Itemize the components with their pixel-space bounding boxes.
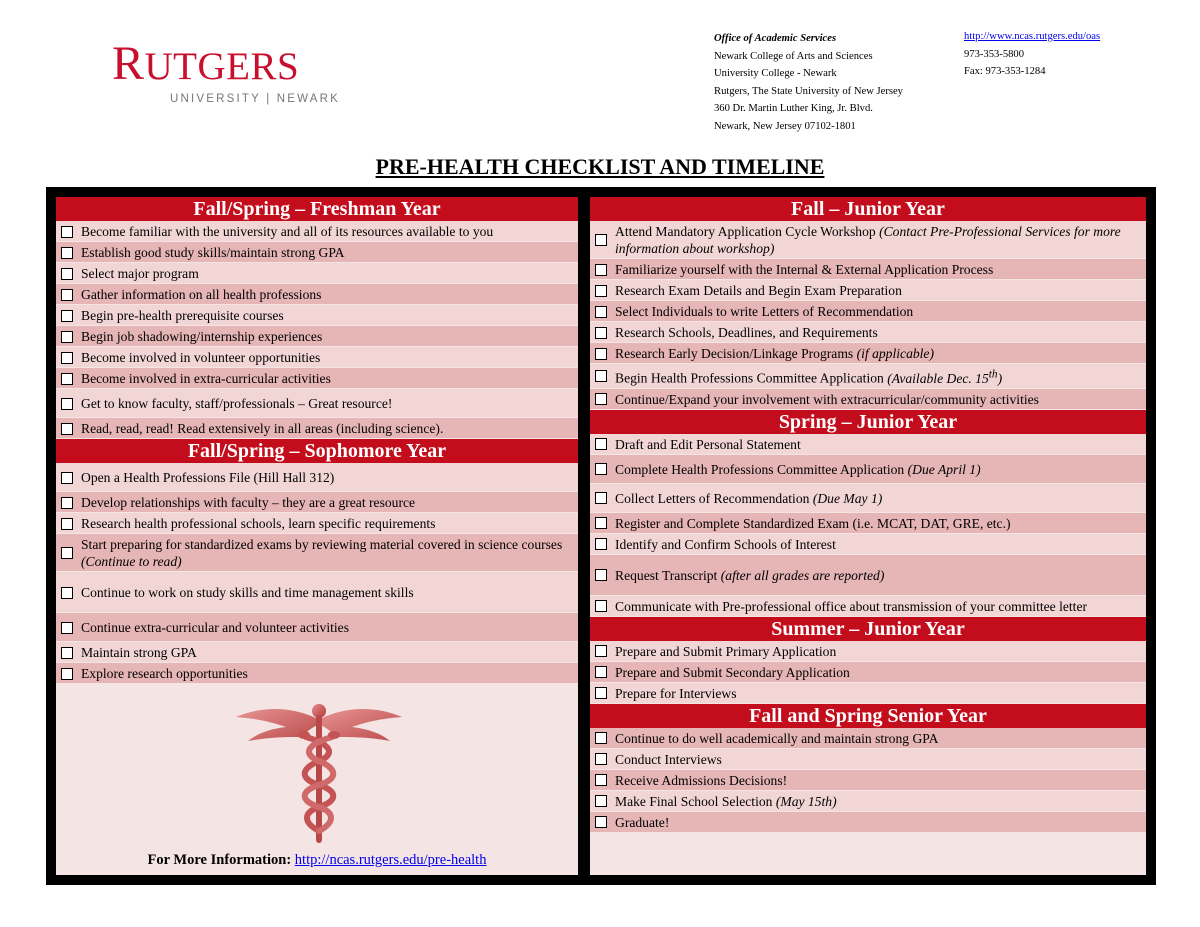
checklist-item[interactable]: Make Final School Selection (May 15th) <box>590 791 1146 811</box>
checkbox-icon[interactable] <box>595 687 607 699</box>
senior-year-heading: Fall and Spring Senior Year <box>590 704 1146 728</box>
checkbox-icon[interactable] <box>595 234 607 246</box>
checklist-item[interactable]: Open a Health Professions File (Hill Hall 312) <box>56 463 578 491</box>
freshman-year-heading: Fall/Spring – Freshman Year <box>56 197 578 221</box>
checklist-item[interactable]: Become involved in volunteer opportunities <box>56 347 578 367</box>
checklist-item[interactable]: Begin Health Professions Committee Application (Available Dec. 15th) <box>590 364 1146 388</box>
checklist-frame <box>46 187 1156 885</box>
checklist-item[interactable]: Maintain strong GPA <box>56 642 578 662</box>
checkbox-icon[interactable] <box>61 472 73 484</box>
checklist-item[interactable]: Explore research opportunities <box>56 663 578 683</box>
checklist-item[interactable]: Select Individuals to write Letters of Recommendation <box>590 301 1146 321</box>
checkbox-icon[interactable] <box>595 285 607 297</box>
contact-block <box>964 28 1100 81</box>
checklist-item[interactable]: Continue to work on study skills and time management skills <box>56 572 578 612</box>
checkbox-icon[interactable] <box>61 373 73 385</box>
checkbox-icon[interactable] <box>61 587 73 599</box>
checkbox-icon[interactable] <box>61 310 73 322</box>
checkbox-icon[interactable] <box>595 753 607 765</box>
logo-subtitle: UNIVERSITY | NEWARK <box>170 93 341 105</box>
office-name: Office of Academic Services <box>714 33 837 44</box>
checklist-item[interactable]: Conduct Interviews <box>590 749 1146 769</box>
checkbox-icon[interactable] <box>61 268 73 280</box>
page-title: PRE-HEALTH CHECKLIST AND TIMELINE <box>375 154 825 179</box>
office-line: 360 Dr. Martin Luther King, Jr. Blvd. <box>714 103 873 114</box>
checkbox-icon[interactable] <box>61 352 73 364</box>
checklist-item[interactable]: Register and Complete Standardized Exam (i.e. MCAT, DAT, GRE, etc.) <box>590 513 1146 533</box>
checkbox-icon[interactable] <box>61 398 73 410</box>
checkbox-icon[interactable] <box>61 247 73 259</box>
checklist-item[interactable]: Begin job shadowing/internship experiences <box>56 326 578 346</box>
sophomore-year-heading: Fall/Spring – Sophomore Year <box>56 439 578 463</box>
checkbox-icon[interactable] <box>595 774 607 786</box>
checklist-item[interactable]: Gather information on all health professions <box>56 284 578 304</box>
oas-website-link[interactable]: http://www.ncas.rutgers.edu/oas <box>964 31 1101 42</box>
checklist-item[interactable]: Continue/Expand your involvement with extracurricular/community activities <box>590 389 1146 409</box>
checklist-item[interactable]: Continue extra-curricular and volunteer activities <box>56 613 578 641</box>
checkbox-icon[interactable] <box>595 492 607 504</box>
checklist-item[interactable]: Get to know faculty, staff/professionals – Great resource! <box>56 389 578 417</box>
fax-number: Fax: 973-353-1284 <box>964 66 1046 77</box>
fall-junior-heading: Fall – Junior Year <box>590 197 1146 221</box>
checklist-item[interactable]: Communicate with Pre-professional office about transmission of your committee letter <box>590 596 1146 616</box>
office-line: Newark, New Jersey 07102-1801 <box>714 120 856 132</box>
checklist-item[interactable]: Collect Letters of Recommendation (Due May 1) <box>590 484 1146 512</box>
checklist-item[interactable]: Develop relationships with faculty – they are a great resource <box>56 492 578 512</box>
phone-number: 973-353-5800 <box>964 48 1025 60</box>
right-column <box>590 197 1146 875</box>
checkbox-icon[interactable] <box>595 438 607 450</box>
logo-wordmark: RUTGERS <box>112 37 300 90</box>
checklist-item[interactable]: Research Early Decision/Linkage Programs (if applicable) <box>590 343 1146 363</box>
spring-junior-heading: Spring – Junior Year <box>590 410 1146 434</box>
checkbox-icon[interactable] <box>61 423 73 435</box>
checkbox-icon[interactable] <box>61 497 73 509</box>
checkbox-icon[interactable] <box>595 666 607 678</box>
checkbox-icon[interactable] <box>595 463 607 475</box>
checkbox-icon[interactable] <box>61 289 73 301</box>
checklist-item[interactable]: Research Schools, Deadlines, and Requirements <box>590 322 1146 342</box>
checklist-item[interactable]: Graduate! <box>590 812 1146 832</box>
checklist-item[interactable]: Read, read, read! Read extensively in all areas (including science). <box>56 418 578 438</box>
checkbox-icon[interactable] <box>61 668 73 680</box>
checklist-item[interactable]: Attend Mandatory Application Cycle Workshop (Contact Pre-Professional Services for more information about workshop) <box>590 221 1146 258</box>
checkbox-icon[interactable] <box>595 348 607 360</box>
checkbox-icon[interactable] <box>595 795 607 807</box>
rutgers-logo <box>112 37 341 105</box>
office-line: Newark College of Arts and Sciences <box>714 50 873 62</box>
checklist-item[interactable]: Begin pre-health prerequisite courses <box>56 305 578 325</box>
checkbox-icon[interactable] <box>61 547 73 559</box>
checklist-item[interactable]: Start preparing for standardized exams by reviewing material covered in science courses (Continue to read) <box>56 534 578 571</box>
checkbox-icon[interactable] <box>61 622 73 634</box>
more-information-line: For More Information: http://ncas.rutgers.edu/pre-health <box>147 852 487 868</box>
office-line: University College - Newark <box>714 68 837 79</box>
checklist-item[interactable]: Research Exam Details and Begin Exam Preparation <box>590 280 1146 300</box>
checklist-item[interactable]: Identify and Confirm Schools of Interest <box>590 534 1146 554</box>
checkbox-icon[interactable] <box>595 517 607 529</box>
checkbox-icon[interactable] <box>595 569 607 581</box>
checklist-item[interactable]: Establish good study skills/maintain strong GPA <box>56 242 578 262</box>
checklist-item[interactable]: Complete Health Professions Committee Application (Due April 1) <box>590 455 1146 483</box>
checklist-item[interactable]: Draft and Edit Personal Statement <box>590 434 1146 454</box>
caduceus-icon <box>234 697 404 847</box>
checklist-item[interactable]: Continue to do well academically and maintain strong GPA <box>590 728 1146 748</box>
checklist-item[interactable]: Prepare and Submit Secondary Application <box>590 662 1146 682</box>
checkbox-icon[interactable] <box>61 518 73 530</box>
checkbox-icon[interactable] <box>595 732 607 744</box>
checkbox-icon[interactable] <box>595 327 607 339</box>
summer-junior-heading: Summer – Junior Year <box>590 617 1146 641</box>
checkbox-icon[interactable] <box>595 306 607 318</box>
pre-health-link[interactable]: http://ncas.rutgers.edu/pre-health <box>294 852 487 868</box>
checkbox-icon[interactable] <box>595 816 607 828</box>
checkbox-icon[interactable] <box>595 645 607 657</box>
checkbox-icon[interactable] <box>61 226 73 238</box>
checklist-item[interactable]: Prepare for Interviews <box>590 683 1146 703</box>
checkbox-icon[interactable] <box>61 331 73 343</box>
checklist-item[interactable]: Familiarize yourself with the Internal & External Application Process <box>590 259 1146 279</box>
office-address-block <box>714 30 903 135</box>
checklist-item[interactable]: Request Transcript (after all grades are reported) <box>590 555 1146 595</box>
checklist-item[interactable]: Receive Admissions Decisions! <box>590 770 1146 790</box>
checkbox-icon[interactable] <box>595 370 607 382</box>
checkbox-icon[interactable] <box>61 647 73 659</box>
checklist-item[interactable]: Select major program <box>56 263 578 283</box>
checkbox-icon[interactable] <box>595 264 607 276</box>
checkbox-icon[interactable] <box>595 538 607 550</box>
left-column <box>56 197 578 875</box>
checklist-item[interactable]: Prepare and Submit Primary Application <box>590 641 1146 661</box>
checklist-item[interactable]: Become involved in extra-curricular activities <box>56 368 578 388</box>
checklist-item[interactable]: Research health professional schools, learn specific requirements <box>56 513 578 533</box>
office-line: Rutgers, The State University of New Jersey <box>714 85 903 97</box>
checkbox-icon[interactable] <box>595 600 607 612</box>
checkbox-icon[interactable] <box>595 393 607 405</box>
checklist-item[interactable]: Become familiar with the university and all of its resources available to you <box>56 221 578 241</box>
